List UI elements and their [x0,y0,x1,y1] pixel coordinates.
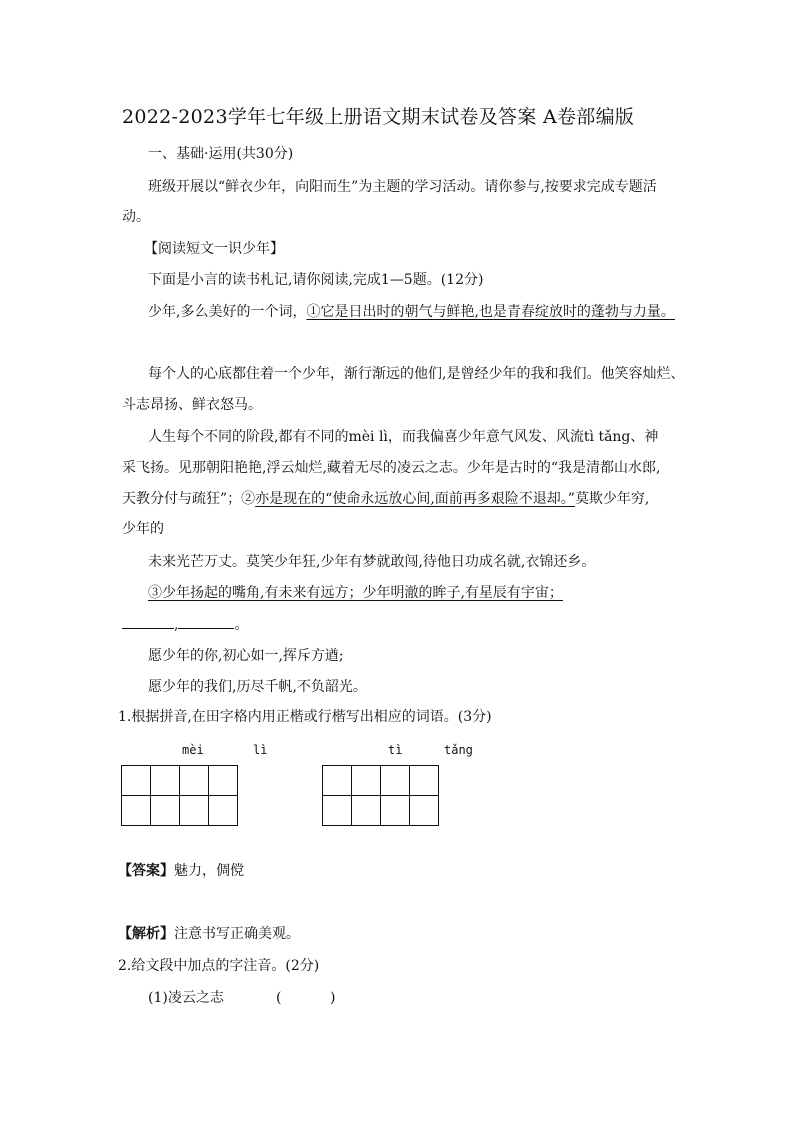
analysis-text: 注意书写正确美观。 [174,926,300,942]
pinyin-label: lì [253,743,268,757]
passage-paragraph-3-line-1: 人生每个不同的阶段,都有不同的mèi lì，而我偏喜少年意气风发、风流tì tǎng、神 [148,429,659,445]
paren-open: ( [276,990,282,1006]
analysis-line [118,925,300,943]
intro-line-1: 班级开展以“鲜衣少年，向阳而生”为主题的学习活动。请你参与,按要求完成专题活 [148,179,657,195]
answer-blank[interactable] [122,614,174,629]
writing-grid-1[interactable] [121,765,238,826]
passage-paragraph-2-line-2: 斗志昂扬、鲜衣怒马。 [122,397,262,413]
analysis-label: 【解析】 [118,926,174,942]
answer-blank[interactable] [178,614,234,629]
underlined-sentence-1: ①它是日出时的朝气与鲜艳,也是青春绽放时的蓬勃与力量。 [306,304,675,320]
passage-text: 天教分付与疏狂”；② [122,491,256,507]
passage-paragraph-5 [148,584,563,602]
instruction: 下面是小言的读书札记,请你阅读,完成1—5题。(12分) [148,272,484,288]
passage-text: 莫欺少年穷, [574,491,650,507]
passage-paragraph-3-line-2: 采飞扬。见那朝阳艳艳,浮云灿烂,藏着无尽的凌云之志。少年是古时的“我是清都山水郎, [122,460,661,476]
passage-paragraph-1 [148,303,675,321]
pinyin-label: tǎng [444,743,473,757]
passage-paragraph-4: 未来光芒万丈。莫笑少年狂,少年有梦就敢闯,待他日功成名就,衣锦还乡。 [148,554,596,570]
answer-label: 【答案】 [118,863,174,879]
paren-close: ) [330,990,336,1006]
writing-grid-2[interactable] [322,765,439,826]
question-1: 1.根据拼音,在田字格内用正楷或行楷写出相应的词语。(3分) [118,709,492,725]
passage-paragraph-3-line-3 [122,490,649,508]
passage-paragraph-7: 愿少年的我们,历尽千帆,不负韶光。 [148,679,367,695]
intro-line-2: 动。 [122,209,150,225]
underlined-sentence-3: ③少年扬起的嘴角,有未来有远方；少年明澈的眸子,有星辰有宇宙； [148,585,563,601]
passage-paragraph-3-line-4: 少年的 [122,521,164,537]
passage-paragraph-6: 愿少年的你,初心如一,挥斥方遒; [148,648,344,664]
underlined-sentence-2: 亦是现在的“使命永远放心间,面前再多艰险不退却。” [255,491,575,507]
question-2: 2.给文段中加点的字注音。(2分) [118,958,320,974]
subheading: 【阅读短文一识少年】 [144,241,284,257]
answer-text: 魅力，倜傥 [174,863,244,879]
passage-text: 少年,多么美好的一个词， [148,304,307,320]
passage-paragraph-2-line-1: 每个人的心底都住着一个少年，渐行渐远的他们,是曾经少年的我和我们。他笑容灿烂、 [148,366,685,382]
page-title: 2022-2023学年七年级上册语文期末试卷及答案 A卷部编版 [122,106,635,128]
pinyin-label: tì [388,743,403,757]
section-heading: 一、基础·运用(共30分) [148,146,294,162]
fill-blank-line: , 。 [122,614,248,634]
question-2-item-1: (1)凌云之志 [148,990,224,1006]
pinyin-label: mèi [182,743,204,757]
answer-line [118,862,244,880]
